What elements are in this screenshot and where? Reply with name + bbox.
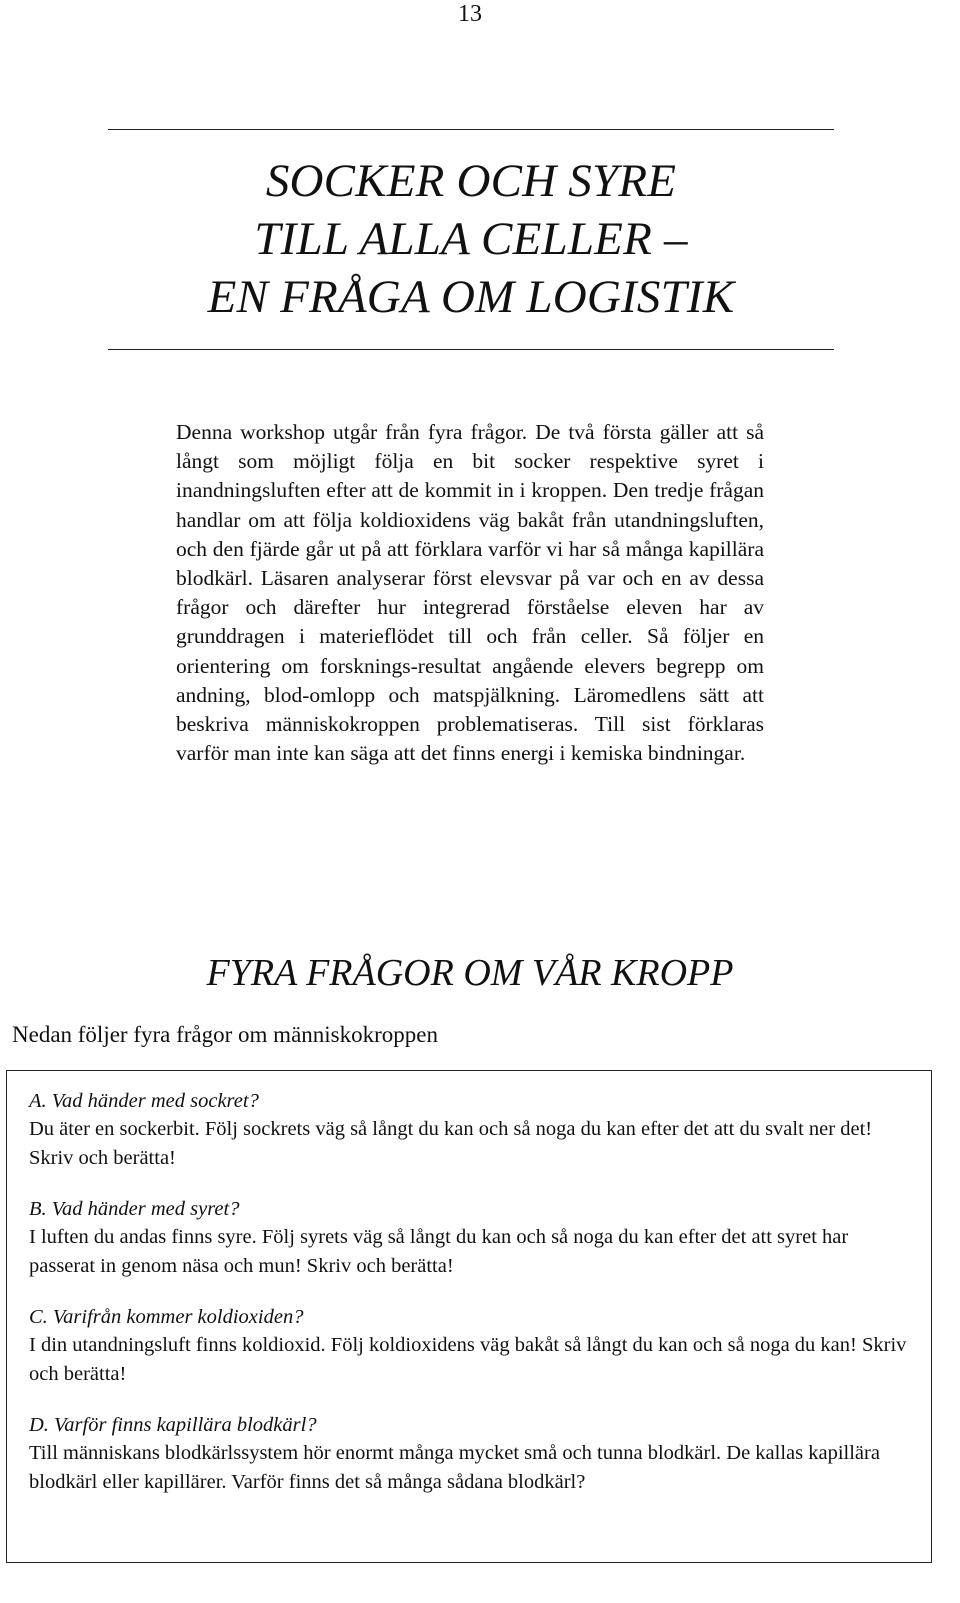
- chapter-title-line-2: TILL ALLA CELLER –: [254, 213, 688, 265]
- question-b-heading: B. Vad händer med syret?: [29, 1198, 240, 1220]
- question-d-body: Till människans blodkärlssystem hör enormt många mycket små och tunna blodkärl. De kallas kapillära blodkärl eller kapillärer. Varför finns det så många sådana blodkärl?: [29, 1442, 880, 1493]
- chapter-title-line-3: EN FRÅGA OM LOGISTIK: [207, 271, 735, 323]
- question-c: [29, 1303, 909, 1388]
- question-box: [6, 1070, 932, 1563]
- section-subtitle: Nedan följer fyra frågor om människokroppen: [12, 1022, 438, 1047]
- section-title: FYRA FRÅGOR OM VÅR KROPP: [206, 952, 734, 994]
- question-a: [29, 1087, 909, 1172]
- question-c-heading: C. Varifrån kommer koldioxiden?: [29, 1306, 304, 1328]
- title-rule-bottom: [108, 349, 834, 350]
- chapter-title-line-1: SOCKER OCH SYRE: [265, 155, 677, 207]
- question-d: [29, 1411, 909, 1496]
- question-a-body: Du äter en sockerbit. Följ sockrets väg så långt du kan och så noga du kan efter det att du svalt ner det! Skriv och berätta!: [29, 1118, 873, 1169]
- question-d-heading: D. Varför finns kapillära blodkärl?: [29, 1414, 317, 1436]
- question-b: [29, 1195, 909, 1280]
- title-rule-top: [108, 129, 834, 130]
- intro-paragraph: Denna workshop utgår från fyra frågor. De två första gäller att så långt som möjligt följa en bit socker respektive syret i inandningsluften efter att de kommit in i kroppen. Den tredje frågan handlar om att följa koldioxidens väg bakåt från utandningsluften, och den fjärde går ut på att förklara varför vi har så många kapillära blodkärl. Läsaren analyserar först elevsvar på var och en av dessa frågor och därefter hur integrerad förståelse eleven har av grunddragen i materieflödet till och från celler. Så följer en orientering om forsknings-resultat angående elevers begrepp om andning, blod-omlopp och matspjälkning. Läromedlens sätt att beskriva människokroppen problematiseras. Till sist förklaras varför man inte kan säga att det finns energi i kemiska bindningar.: [176, 420, 764, 766]
- question-a-heading: A. Vad händer med sockret?: [29, 1090, 259, 1112]
- page-number: 13: [458, 1, 482, 27]
- question-c-body: I din utandningsluft finns koldioxid. Följ koldioxidens väg bakåt så långt du kan och så noga du kan! Skriv och berätta!: [29, 1334, 907, 1385]
- question-b-body: I luften du andas finns syre. Följ syrets väg så långt du kan och så noga du kan efter det att syret har passerat in genom näsa och mun! Skriv och berätta!: [29, 1226, 849, 1277]
- chapter-title: [108, 152, 834, 326]
